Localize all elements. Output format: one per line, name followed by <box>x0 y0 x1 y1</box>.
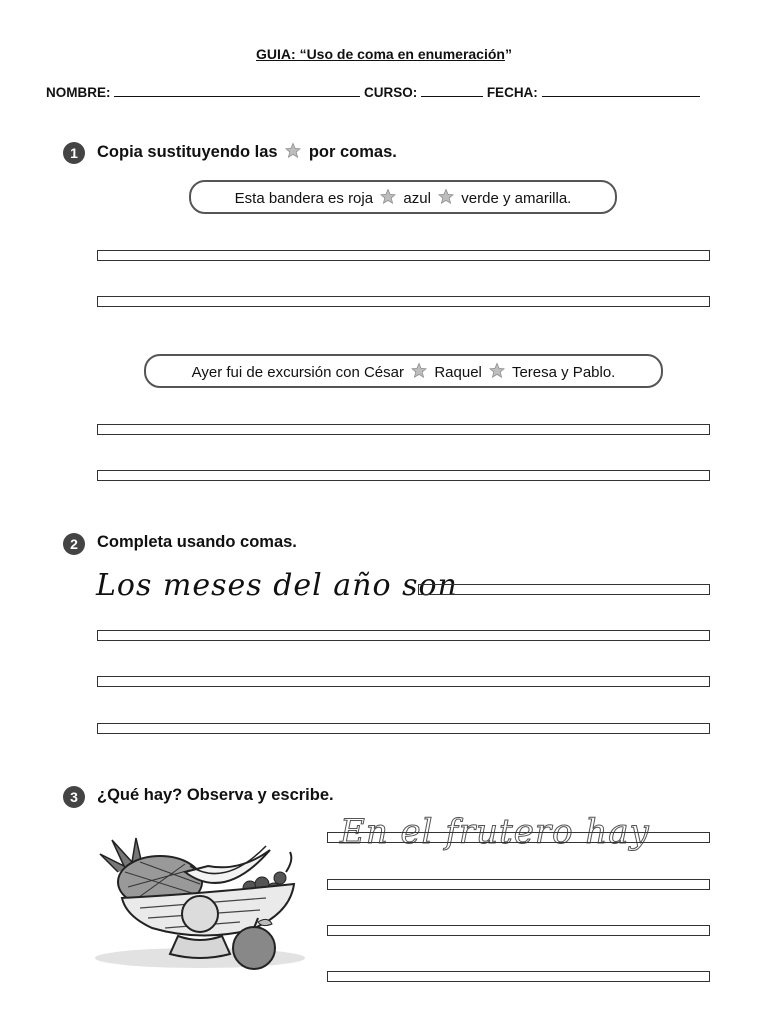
writing-line[interactable] <box>97 630 710 641</box>
exercise-2-instruction: Completa usando comas. <box>97 533 297 551</box>
writing-line[interactable] <box>327 879 710 890</box>
exercise-1-number: 1 <box>63 142 85 164</box>
star-icon <box>379 188 397 205</box>
writing-line[interactable] <box>327 925 710 936</box>
writing-line[interactable] <box>97 470 710 481</box>
sentence-part: Ayer fui de excursión con César <box>191 364 404 381</box>
title-closing-quote: ” <box>504 46 512 62</box>
cursive-prompt-months: Los meses del año son <box>96 568 458 603</box>
writing-line[interactable] <box>418 584 710 595</box>
writing-line[interactable] <box>327 971 710 982</box>
sentence-part: Teresa y Pablo. <box>511 364 616 381</box>
curso-field[interactable] <box>421 84 483 97</box>
fecha-label: FECHA: <box>486 85 538 100</box>
fecha-field[interactable] <box>542 84 700 97</box>
nombre-field[interactable] <box>114 84 360 97</box>
sentence-part: azul <box>403 190 431 207</box>
sentence-part: Raquel <box>434 364 482 381</box>
writing-line[interactable] <box>97 424 710 435</box>
curso-label: CURSO: <box>364 85 418 100</box>
writing-line[interactable] <box>97 296 710 307</box>
title-text: GUIA: “Uso de coma en enumeración <box>256 46 505 62</box>
fruit-bowl-icon <box>90 832 310 972</box>
sentence-box-2 <box>144 354 663 388</box>
star-icon <box>488 362 506 379</box>
writing-line[interactable] <box>97 723 710 734</box>
writing-line[interactable] <box>97 250 710 261</box>
sentence-part: Esta bandera es roja <box>234 190 374 207</box>
star-icon <box>437 188 455 205</box>
star-icon <box>284 142 302 159</box>
writing-line[interactable] <box>97 676 710 687</box>
writing-line[interactable] <box>327 832 710 843</box>
nombre-label: NOMBRE: <box>46 85 111 100</box>
star-icon <box>410 362 428 379</box>
instruction-text-end: por comas. <box>308 143 397 161</box>
page-title <box>0 46 768 62</box>
exercise-3-number: 3 <box>63 786 85 808</box>
instruction-text: Copia sustituyendo las <box>97 143 278 161</box>
exercise-1-instruction <box>97 142 397 162</box>
cursive-prompt-fruit: En el frutero hay <box>340 812 650 852</box>
exercise-2-number: 2 <box>63 533 85 555</box>
sentence-part: verde y amarilla. <box>461 190 572 207</box>
sentence-box-1 <box>189 180 617 214</box>
exercise-3-instruction: ¿Qué hay? Observa y escribe. <box>97 786 334 804</box>
student-info-row <box>46 84 700 100</box>
